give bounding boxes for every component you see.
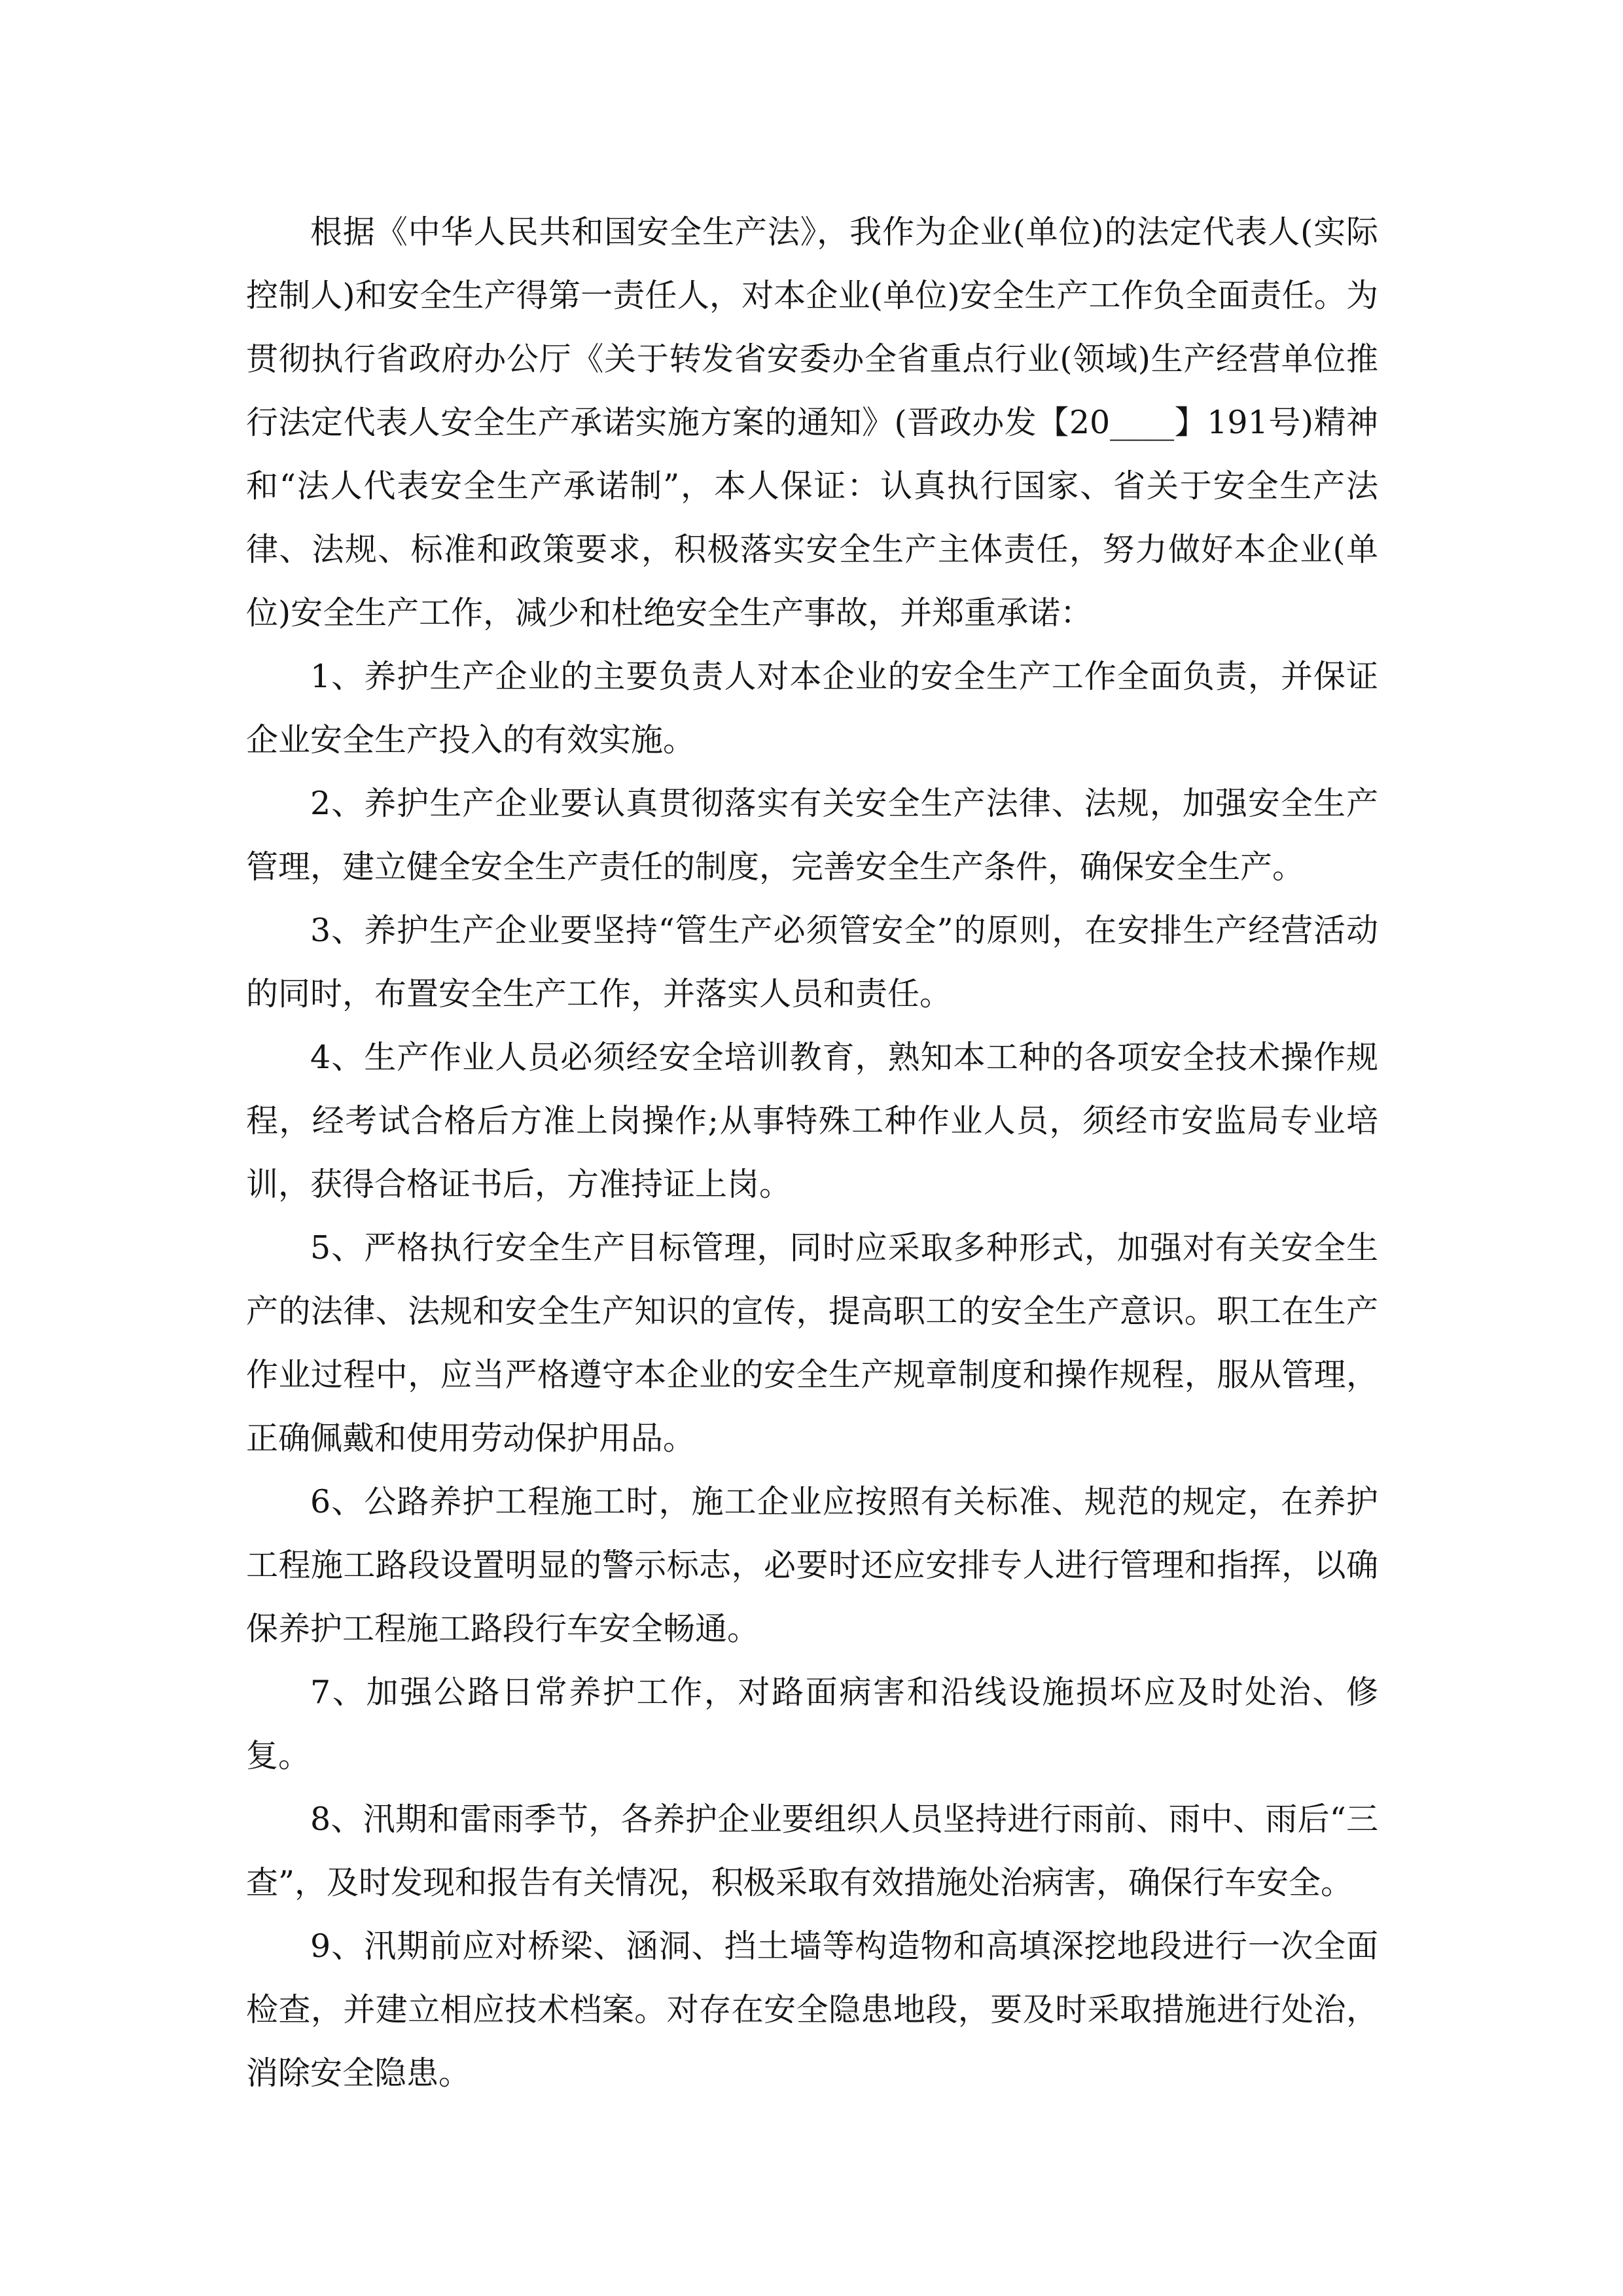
commitment-item-2: 2、养护生产企业要认真贯彻落实有关安全生产法律、法规，加强安全生产管理，建立健全安全生产责任的制度，完善安全生产条件，确保安全生产。 — [246, 785, 1378, 886]
commitment-item-1: 1、养护生产企业的主要负责人对本企业的安全生产工作全面负责，并保证企业安全生产投入的有效实施。 — [246, 658, 1378, 759]
commitment-item-5: 5、严格执行安全生产目标管理，同时应采取多种形式，加强对有关安全生产的法律、法规和安全生产知识的宣传，提高职工的安全生产意识。职工在生产作业过程中，应当严格遵守本企业的安全生产规章制度和操作规程，服从管理，正确佩戴和使用劳动保护用品。 — [246, 1229, 1378, 1457]
commitment-item-6: 6、公路养护工程施工时，施工企业应按照有关标准、规范的规定，在养护工程施工路段设置明显的警示标志，必要时还应安排专人进行管理和指挥，以确保养护工程施工路段行车安全畅通。 — [246, 1483, 1378, 1647]
commitment-item-4: 4、生产作业人员必须经安全培训教育，熟知本工种的各项安全技术操作规程，经考试合格后方准上岗操作;从事特殊工种作业人员，须经市安监局专业培训，获得合格证书后，方准持证上岗。 — [246, 1039, 1378, 1203]
commitment-item-9: 9、汛期前应对桥梁、涵洞、挡土墙等构造物和高填深挖地段进行一次全面检查，并建立相应技术档案。对存在安全隐患地段，要及时采取措施进行处治，消除安全隐患。 — [246, 1928, 1378, 2092]
commitment-item-7: 7、加强公路日常养护工作，对路面病害和沿线设施损坏应及时处治、修复。 — [246, 1674, 1378, 1774]
intro-paragraph: 根据《中华人民共和国安全生产法》，我作为企业(单位)的法定代表人(实际控制人)和安全生产得第一责任人，对本企业(单位)安全生产工作负全面责任。为贯彻执行省政府办公厅《关于转发省安委办全省重点行业(领域)生产经营单位推行法定代表人安全生产承诺实施方案的通知》(晋政办发【20____】191号)精神和“法人代表安全生产承诺制”，本人保证：认真执行国家、省关于安全生产法律、法规、标准和政策要求，积极落实安全生产主体责任，努力做好本企业(单位)安全生产工作，减少和杜绝安全生产事故，并郑重承诺： — [246, 213, 1378, 632]
commitment-item-3: 3、养护生产企业要坚持“管生产必须管安全”的原则，在安排生产经营活动的同时，布置安全生产工作，并落实人员和责任。 — [246, 912, 1378, 1013]
document-body — [246, 200, 1378, 2105]
commitment-item-8: 8、汛期和雷雨季节，各养护企业要组织人员坚持进行雨前、雨中、雨后“三查”，及时发现和报告有关情况，积极采取有效措施处治病害，确保行车安全。 — [246, 1801, 1378, 1901]
